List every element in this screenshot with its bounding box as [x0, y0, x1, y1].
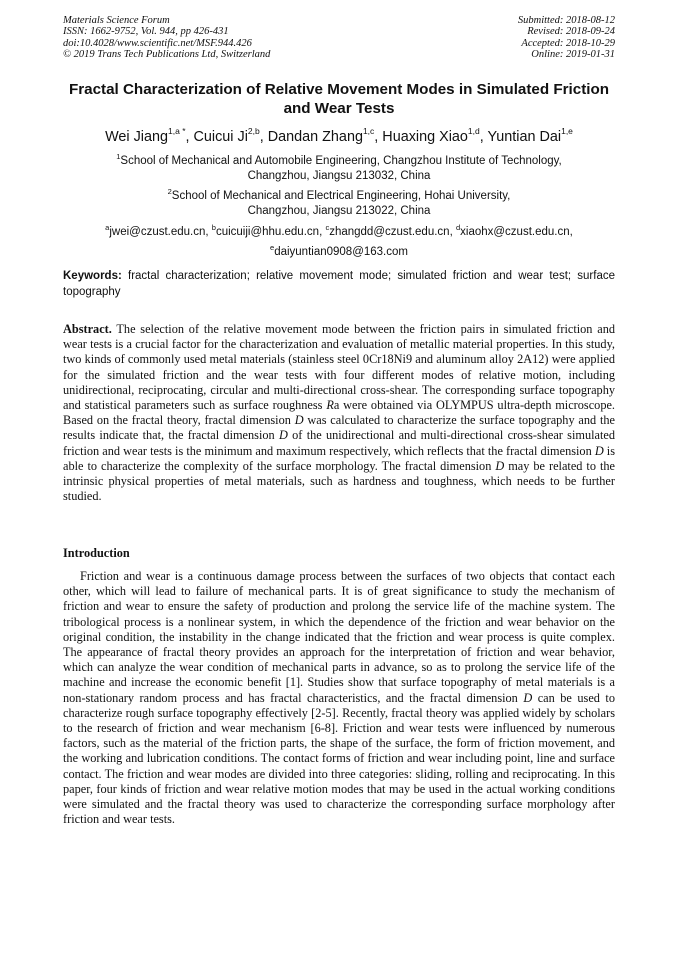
affiliation-1	[63, 149, 615, 184]
author-name: Cuicui Ji	[193, 128, 248, 145]
author-emails: $^a$jwei@czust.edu.cn, $^b$cuicuiji@hhu.edu.cn, $^c$zhangdd@czust.edu.cn, $^d$xiaohx@czust.edu.cn, $^e$daiyuntian0908@163.com	[105, 223, 573, 258]
author-name: Dandan Zhang	[267, 128, 363, 145]
keywords	[63, 269, 615, 300]
introduction-paragraph: Friction and wear is a continuous damage process between the surfaces of two objects that contact each other, which will lead to failure of mechanical parts. It is of great significance to study the mechanism of friction and wear to ensure the safety of production and prolong the service life of the machine system. The tribological process is a nonlinear system, in which the dependence of the friction and wear behavior on the original condition, the instability in the change indicated that the friction and wear process is quite complex. The appearance of fractal theory provides an approach for the interpretation of friction and wear behavior, which can analyze the wear condition of mechanical parts in advance, so as to prolong the service life of the machine and increase the economic benefit [1]. Studies show that surface topography of metal materials is a non-stationary random process and has fractal characteristics, and the fractal dimension D can be used to characterize rough surface topography effectively [2-5]. Recently, fractal theory was applied widely by scholars to the research of friction and wear mechanism [6-8]. Friction and wear tests were influenced by numerous factors, such as the material of the friction parts, the shape of the surface, the form of friction movement, and the working and lubrication conditions. The contact forms of friction and wear including point, line and surface contact. The friction and wear modes are divided into three categories: sliding, rolling and reciprocating. In this paper, four kinds of friction and wear relative motion modes that may be used in the actual working conditions were simulated and the fractal theory was used to characterize the corresponding surface morphology after friction and wear tests.	[63, 569, 615, 827]
affiliation-mark: 1	[116, 152, 121, 161]
email-mark: d	[455, 223, 461, 232]
email-link[interactable]: zhangdd@czust.edu.cn	[329, 225, 450, 238]
introduction-heading: Introduction	[63, 546, 130, 560]
journal-name: Materials Science Forum	[63, 15, 170, 26]
math-symbol: R	[326, 398, 334, 413]
copyright-line: © 2019 Trans Tech Publications Ltd, Switzerland	[63, 48, 271, 60]
abstract-label: Abstract.	[63, 322, 112, 336]
accepted-date: Accepted: 2018-10-29	[521, 37, 615, 49]
email-link[interactable]: jwei@czust.edu.cn	[109, 225, 206, 238]
revised-date: Revised: 2018-09-24	[527, 26, 615, 38]
abstract-text: The selection of the relative movement mode between the friction pairs in simulated friction and wear tests is a crucial factor for the characterization and evaluation of metallic material properties. In this study, two kinds of commonly used metal materials (stainless steel 0Cr18Ni9 and aluminum alloy 2A12) were applied for the simulated friction and the wear tests with four different modes of relative motion, including unidirectional, reciprocating, circular and multi-directional cross-shear. The corresponding surface topography and statistical parameters such as surface roughness Ra were obtained via OLYMPUS ultra-depth microscope. Based on the fractal theory, fractal dimension D was calculated to characterize the surface topography and the results indicate that, the fractal dimension D of the unidirectional and multi-directional cross-shear simulated friction and wear tests is the minimum and maximum respectively, which reflects that the fractal dimension D is able to characterize the complexity of the surface morphology. The fractal dimension D may be related to the intrinsic physical properties of metal materials, such as hardness and toughness, which needs to be further studied.	[63, 322, 616, 504]
keywords-label: Keywords:	[63, 270, 122, 282]
affiliation-mark: 2	[167, 187, 172, 196]
online-date: Online: 2019-01-31	[531, 48, 615, 60]
math-symbol: D	[523, 690, 533, 705]
math-symbol: D	[594, 443, 604, 458]
author-affiliation-mark: 1,a *	[168, 126, 186, 136]
email-mark: e	[270, 242, 275, 252]
submission-dates	[518, 15, 615, 60]
author-affiliation-mark: 1,e	[561, 126, 573, 136]
keywords-text: fractal characterization; relative movement mode; simulated friction and wear test; surface topography	[63, 270, 615, 298]
author-list: Wei Jiang$^{1,a *}$, Cuicui Ji$^{2,b}$, Dandan Zhang$^{1,c}$, Huaxing Xiao$^{1,d}$, Yuntian Dai$^{1,e}$	[105, 126, 573, 145]
affiliation-line: Changzhou, Jiangsu 213032, China	[247, 169, 431, 182]
affiliation-2	[63, 184, 615, 219]
affiliation-line: Changzhou, Jiangsu 213022, China	[247, 204, 431, 217]
paper-title: Fractal Characterization of Relative Movement Modes in Simulated Friction and Wear Tests	[68, 81, 610, 117]
math-symbol: D	[278, 428, 288, 443]
affiliation-line: School of Mechanical and Automobile Engineering, Changzhou Institute of Technology,	[120, 154, 562, 167]
email-mark: a	[105, 223, 110, 232]
submitted-date: Submitted: 2018-08-12	[517, 15, 615, 26]
math-symbol: D	[294, 413, 304, 428]
author-name: Huaxing Xiao	[382, 128, 468, 145]
issn-line: ISSN: 1662-9752, Vol. 944, pp 426-431	[63, 26, 229, 38]
abstract	[63, 322, 615, 504]
author-affiliation-mark: 1,d	[467, 126, 480, 136]
affiliation-line: School of Mechanical and Electrical Engineering, Hohai University,	[171, 189, 511, 202]
email-link[interactable]: daiyuntian0908@163.com	[274, 245, 408, 258]
doi-line: doi:10.4028/www.scientific.net/MSF.944.426	[63, 37, 252, 49]
author-name: Wei Jiang	[105, 128, 169, 145]
email-mark: c	[325, 223, 330, 232]
author-affiliation-mark: 2,b	[247, 126, 260, 136]
math-symbol: D	[495, 458, 505, 473]
email-link[interactable]: xiaohx@czust.edu.cn	[460, 225, 570, 238]
email-mark: b	[211, 223, 216, 232]
author-name: Yuntian Dai	[487, 128, 562, 145]
journal-info	[63, 15, 270, 60]
author-affiliation-mark: 1,c	[362, 126, 375, 136]
email-link[interactable]: cuicuiji@hhu.edu.cn	[215, 225, 320, 238]
